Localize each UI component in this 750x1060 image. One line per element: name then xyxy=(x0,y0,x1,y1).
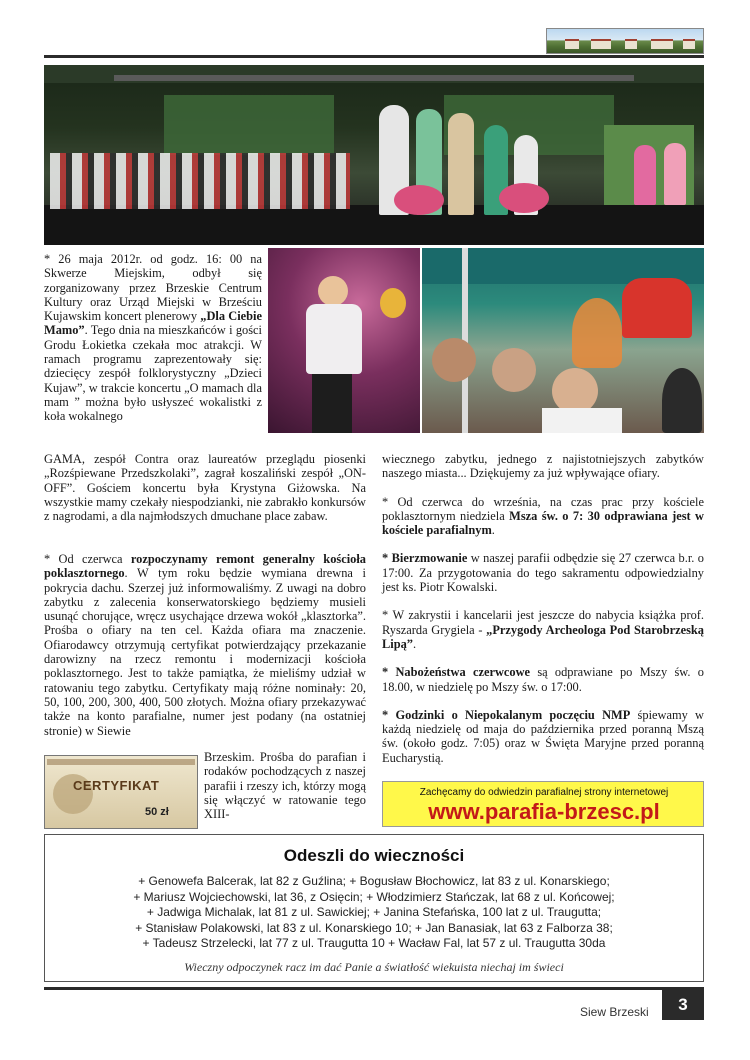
obituary-line: + Tadeusz Strzelecki, lat 77 z ul. Traugutta 10 + Wacław Fal, lat 57 z ul. Traugutta 30da xyxy=(142,936,606,951)
renovation-article: * Od czerwca rozpoczynamy remont generalny kościoła poklasztornego. W tym roku będzie wymiana drewna i pokrycia dachu. Szerzej już informowaliśmy. Z uwagi na dobro zabytku z zalecenia konserwatorskiego będziemy musieli usunąć chorujące, wręcz usychające drzewa wokół „klasztorka”. Prośba o ofiary na ten cel. Każda ofiara ma znaczenie. Ofiarodawcy otrzymują certyfikat potwierdzający przekazanie darowizny na rzecz remontu i modernizacji kościoła poklasztornego. Jest to także pamiątka, że mieliśmy udział w ratowaniu tego zabytku. Certyfikaty mają różne nominały: 20, 50, 100, 200, 300, 400, 500 złotych. Można ofiary przekazywać także na konto parafialne, numer jest podany (na ostatniej stronie) w Siewie xyxy=(44,552,366,738)
audience-photo xyxy=(422,248,704,433)
renovation-continuation: wiecznego zabytku, jednego z najistotniejszych zabytków naszego miasta... Dziękujemy za już wpływające ofiary. xyxy=(382,452,704,481)
book-announcement: * W zakrystii i kancelarii jest jeszcze do nabycia książka prof. Ryszarda Grygiela - „Przygody Archeologa Pod Starobrzeską Lipą”. xyxy=(382,608,704,651)
website-invite-text: Zachęcamy do odwiedzin parafialnej strony internetowej xyxy=(419,787,669,798)
obituary-box xyxy=(44,834,704,982)
mass-announcement: * Od czerwca do września, na czas prac przy kościele poklasztornym niedziela Msza św. o 7: 30 odprawiana jest w kościele parafialnym. xyxy=(382,494,704,538)
obituary-list xyxy=(45,874,703,952)
publication-name: Siew Brzeski xyxy=(580,1005,649,1019)
obituary-title: Odeszli do wieczności xyxy=(283,846,465,865)
certificate-value: 50 zł xyxy=(145,806,169,818)
concert-article-intro: * 26 maja 2012r. od godz. 16: 00 na Skwerze Miejskim, odbył się zorganizowany przez Brzeskie Centrum Kultury oraz Urząd Miejski w Brześciu Kujawskim koncert plenerowy „Dla Ciebie Mamo”. Tego dnia na mieszkańców i gości Grodu Łokietka czekała moc atrakcji. W ramach programu zaprezentowały się: dziecięcy zespół folklorystyczny „Dzieci Kujaw”, w trakcie koncertu „O mamach dla mam ” można było usłyszeć wokalistki z koła wokalnego xyxy=(44,252,262,424)
renovation-article-tail: Brzeskim. Prośba do parafian i rodaków pochodzących z naszej parafii i rzeszy ich, którzy mogą się włączyć w ratowanie tego XIII- xyxy=(204,750,366,822)
obituary-line: + Jadwiga Michalak, lat 81 z ul. Sawickiej; + Janina Stefańska, 100 lat z ul. Traugutta; xyxy=(146,905,602,920)
singer-photo xyxy=(268,248,420,433)
announcements-column xyxy=(382,452,704,779)
header-rule xyxy=(44,55,704,58)
obituary-prayer: Wieczny odpoczynek racz im dać Panie a światłość wiekuista niechaj im świeci xyxy=(184,960,564,974)
website-banner[interactable] xyxy=(382,781,704,827)
page-number: 3 xyxy=(662,990,704,1020)
header-village-photo xyxy=(546,28,704,54)
concert-article-continuation: GAMA, zespół Contra oraz laureatów przeglądu piosenki „Rozśpiewane Przedszkolaki”, zagrał koszaliński zespół „ON-OFF”. Gościem koncertu była Krystyna Giżowska. Na wszystkie mamy czekały niespodzianki, nie zabrakło konkursów z nagrodami, a dla najmłodszych dmuchane place zabaw. xyxy=(44,452,366,524)
concert-stage-photo xyxy=(44,65,704,245)
confirmation-announcement: * Bierzmowanie w naszej parafii odbędzie się 27 czerwca b.r. o 17:00. Za przygotowania do tego sakramentu odpowiedzialny jest ks. Piotr Kowalski. xyxy=(382,551,704,595)
footer-rule xyxy=(44,987,704,990)
certificate-title: CERTYFIKAT xyxy=(73,778,160,793)
june-devotions-announcement: * Nabożeństwa czerwcowe są odprawiane po Mszy św. o 18.00, w niedzielę po Mszy św. o 17:00. xyxy=(382,665,704,694)
hours-announcement: * Godzinki o Niepokalanym poczęciu NMP śpiewamy w każdą niedzielę od maja do października przed poranną Mszą św. (około godz. 7:05) oraz w Święta Maryjne przed poranną Eucharystią. xyxy=(382,707,704,765)
obituary-line: + Stanisław Polakowski, lat 83 z ul. Konarskiego 10; + Jan Banasiak, lat 63 z Falborza 38; xyxy=(135,920,613,935)
website-link[interactable]: www.parafia-brzesc.pl xyxy=(428,799,660,824)
obituary-line: + Mariusz Wojciechowski, lat 36, z Osięcin; + Włodzimierz Stańczak, lat 68 z ul. Końcowej; xyxy=(133,889,615,904)
certificate-image xyxy=(44,755,198,829)
obituary-line: + Genowefa Balcerak, lat 82 z Guźlina; + Bogusław Błochowicz, lat 83 z ul. Konarskiego; xyxy=(138,874,610,888)
